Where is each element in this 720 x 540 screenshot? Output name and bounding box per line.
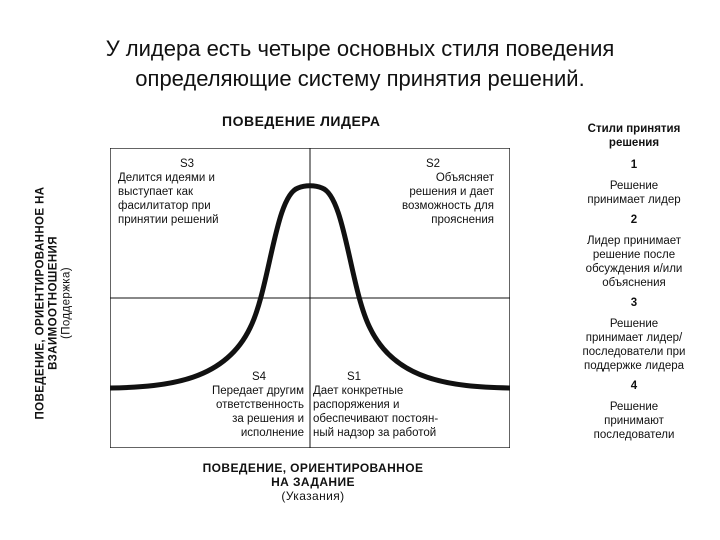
quadrant-s4 [190,370,304,440]
decision-style-line: обсуждения и/или [585,263,683,275]
slide-title [60,34,660,94]
decision-style-3 [570,296,698,373]
quadrant-s1 [313,370,438,440]
quadrant-s1-line: распоряжения и [313,399,400,411]
quadrant-s1-line: Дает конкретные [313,385,404,397]
y-axis-line-2: ВЗАИМООТНОШЕНИЯ [47,236,60,370]
quadrant-s2-line: возможность для [402,200,494,212]
decision-styles-title-line-1: Стили принятия [587,123,681,135]
x-axis-sub: (Указания) [281,489,345,503]
y-axis-label [14,158,94,448]
diagram-header: ПОВЕДЕНИЕ ЛИДЕРА [222,113,381,129]
quadrant-s1-line: обеспечивают постоян- [313,413,439,425]
x-axis-line-2: НА ЗАДАНИЕ [271,475,355,489]
quadrant-s1-label: S1 [347,371,362,383]
decision-style-line: последователи при [582,346,686,358]
quadrant-s2-label: S2 [426,158,441,170]
decision-style-line: решение после [592,249,676,261]
quadrant-s4-line: Передает другим [211,385,304,397]
decision-style-line: поддержке лидера [583,360,685,372]
decision-style-number: 2 [630,214,638,226]
quadrant-s4-label: S4 [252,371,267,383]
slide-title-line-2: определяющие систему принятия решений. [135,66,585,91]
decision-styles-title-line-2: решения [608,137,660,149]
quadrant-s4-line: исполнение [240,427,304,439]
quadrant-s1-line: ный надзор за работой [313,427,437,439]
quadrant-s4-line: ответственность [215,399,304,411]
decision-style-line: Решение [609,401,659,413]
decision-style-line: объяснения [602,277,666,289]
quadrant-s3-line: фасилитатор при [118,200,211,212]
quadrant-s3-line: принятии решений [118,214,219,226]
decision-style-line: принимает лидер/ [585,332,683,344]
decision-style-2 [570,213,698,290]
decision-style-4 [570,379,698,442]
decision-style-number: 3 [630,297,638,309]
quadrant-s2-line: Объясняет [435,172,494,184]
y-axis-line-1: ПОВЕДЕНИЕ, ОРИЕНТИРОВАННОЕ НА [34,186,47,420]
decision-style-line: Решение [609,180,659,192]
decision-style-line: Решение [609,318,659,330]
x-axis-label [188,461,438,503]
decision-styles-panel [570,122,698,448]
quadrant-s4-line: за решения и [232,413,304,425]
quadrant-s3-line: выступает как [118,186,194,198]
decision-style-line: последователи [593,429,675,441]
quadrant-s3-line: Делится идеями и [118,172,215,184]
slide-title-line-1: У лидера есть четыре основных стиля поведения [105,36,615,61]
decision-style-line: принимают [604,415,664,427]
quadrant-s2-line: решения и дает [409,186,494,198]
quadrant-s3-label: S3 [180,158,195,170]
x-axis-line-1: ПОВЕДЕНИЕ, ОРИЕНТИРОВАННОЕ [202,461,424,475]
decision-style-number: 4 [630,380,638,392]
y-axis-sub: (Поддержка) [60,266,73,340]
decision-style-line: принимает лидер [587,194,681,206]
quadrant-s2-line: прояснения [431,214,494,226]
quadrant-s3 [118,157,219,227]
decision-styles-title [570,122,698,150]
quadrant-s2 [390,157,494,227]
decision-style-line: Лидер принимает [586,235,682,247]
decision-style-1 [570,158,698,207]
decision-style-number: 1 [630,159,638,171]
